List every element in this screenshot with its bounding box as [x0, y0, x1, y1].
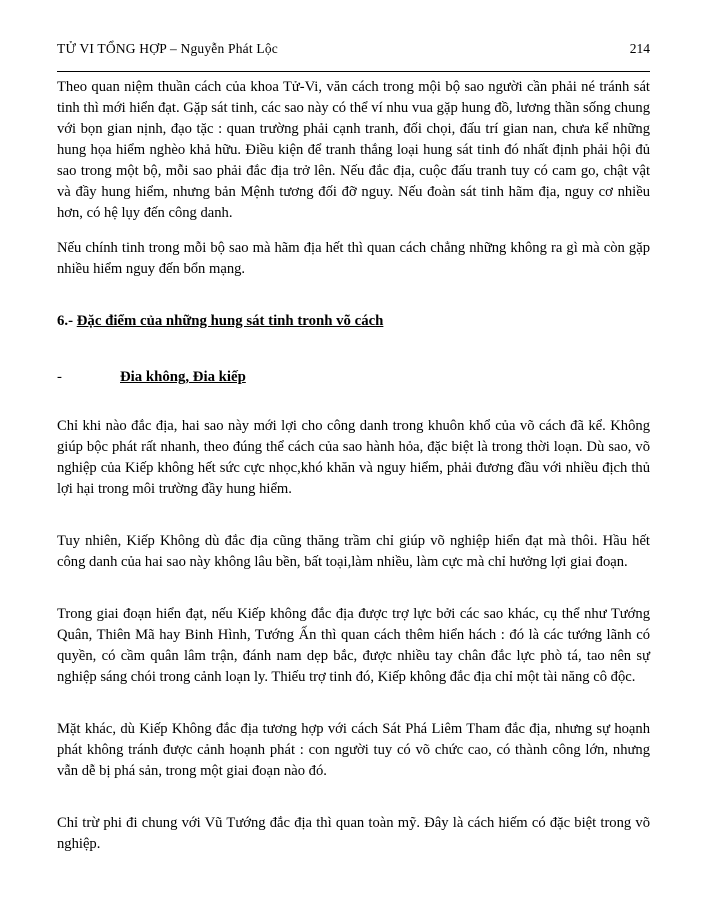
section-heading-text: Đặc điểm của những hung sát tinh tronh võ cách: [76, 313, 384, 329]
sub-item-label: Đia không, Đia kiếp: [120, 369, 246, 385]
section-heading-number: 6.-: [57, 313, 77, 329]
document-body: [57, 77, 650, 855]
paragraph-2: Nếu chính tinh trong mỗi bộ sao mà hãm địa hết thì quan cách chẳng những không ra gì mà còn gặp nhiều hiểm nguy đến bổn mạng.: [57, 240, 650, 277]
paragraph-6: Mặt khác, dù Kiếp Không đắc địa tương hợp với cách Sát Phá Liêm Tham đắc địa, nhưng sự hoạnh phát không tránh được cảnh hoạnh phát : con người tuy có võ chức cao, có thành công lớn, nhưng vẫn dễ bị phá sản, trong một giai đoạn nào đó.: [57, 721, 650, 779]
document-title: TỬ VI TỔNG HỢP – Nguyễn Phát Lộc: [57, 41, 278, 56]
page-header: [57, 40, 650, 58]
paragraph-3: Chỉ khi nào đắc địa, hai sao này mới lợi cho công danh trong khuôn khổ của võ cách đã kể. Không giúp bộc phát rất nhanh, theo đúng thể cách của sao hành hỏa, đặc biệt là trong thời loạn. Dù sao, võ nghiệp của Kiếp không hết sức cực nhọc,khó khăn và nguy hiểm, phải đương đầu với nhiều địch thủ lợi hại trong môi trường đầy hung hiểm.: [57, 418, 650, 497]
sub-item-dash: -: [57, 369, 62, 385]
paragraph-1: Theo quan niệm thuần cách của khoa Tử-Vi, văn cách trong mội bộ sao người cần phải né tránh sát tinh thì mới hiển đạt. Gặp sát tinh, các sao này có thể ví nhu vua gặp hung đồ, lương thần sống chung với bọn gian nịnh, đạo tặc : quan trường phải cạnh tranh, đối chọi, đấu trí gian nan, chưa kể những hung họa hiểm nghèo khả hữu. Điều kiện để tranh thắng loại hung sát tinh đó nhất định phải hội đủ sao trong một bộ, mỗi sao phải đắc địa trở lên. Nếu đắc địa, cuộc đấu tranh tuy có cam go, chật vật và đầy hung hiểm, nhưng bản Mệnh tương đối đỡ nguy. Nếu đoàn sát tinh hãm địa, nguy cơ nhiều hơn, có hệ lụy đến công danh.: [57, 79, 650, 221]
paragraph-5: Trong giai đoạn hiển đạt, nếu Kiếp không đắc địa được trợ lực bởi các sao khác, cụ thể như Tướng Quân, Thiên Mã hay Binh Hình, Tướng Ấn thì quan cách thêm hiển hách : đó là các tướng lãnh có quyền, có cầm quân lâm trận, đánh nam dẹp bắc, được nhiều tay chân đắc lực phò tá, tao nên sự nghiệp sáng chói trong cảnh loạn ly. Thiếu trợ tinh đó, Kiếp không đắc địa chỉ một tài năng cô độc.: [57, 606, 650, 685]
header-divider: [57, 71, 650, 72]
paragraph-4: Tuy nhiên, Kiếp Không dù đắc địa cũng thăng trầm chỉ giúp võ nghiệp hiển đạt mà thôi. Hầu hết công danh của hai sao này không lâu bền, bất toại,làm nhiều, làm cực mà chỉ hưởng lợi giai đoạn.: [57, 533, 650, 570]
section-heading: [57, 311, 650, 332]
paragraph-7: Chỉ trừ phi đi chung với Vũ Tướng đắc địa thì quan toàn mỹ. Đây là cách hiếm có đặc biệt trong võ nghiệp.: [57, 815, 650, 852]
page-number: 214: [629, 41, 650, 56]
sub-item: [57, 367, 650, 388]
